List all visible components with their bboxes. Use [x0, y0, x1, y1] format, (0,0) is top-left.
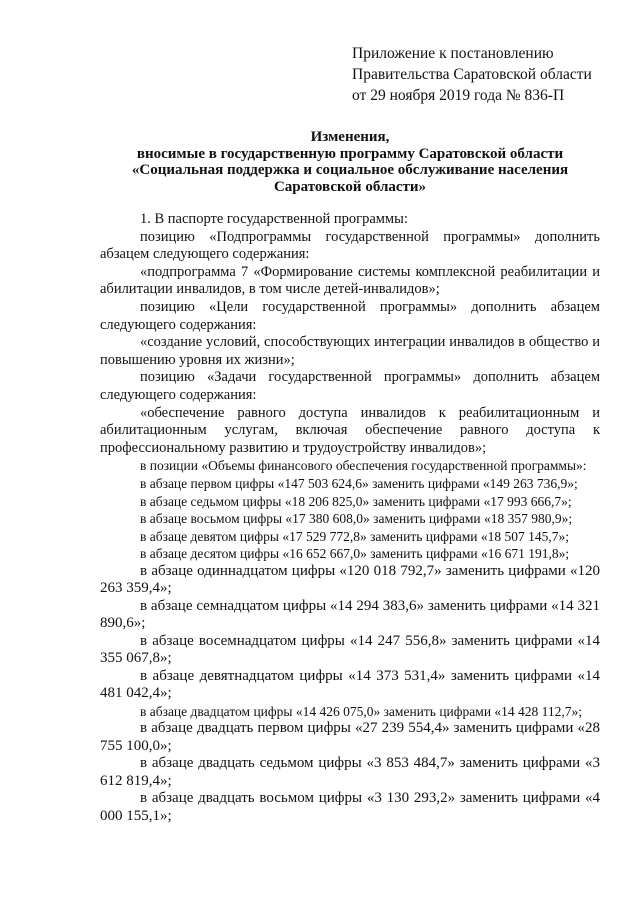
- paragraph: позицию «Подпрограммы государственной программы» дополнить абзацем следующего содержания:: [100, 228, 600, 263]
- paragraph: в абзаце седьмом цифры «18 206 825,0» заменить цифрами «17 993 666,7»;: [140, 493, 572, 509]
- paragraph: «создание условий, способствующих интеграции инвалидов в общество и повышению уровня их жизни»;: [100, 334, 600, 368]
- paragraph: в абзаце девятнадцатом цифры «14 373 531,4» заменить цифрами «14 481 042,4»;: [100, 667, 600, 702]
- paragraph: в абзаце двадцать восьмом цифры «3 130 293,2» заменить цифрами «4 000 155,1»;: [100, 790, 600, 824]
- appendix-header: [352, 43, 592, 106]
- paragraph: позицию «Задачи государственной программы» дополнить абзацем следующего содержания:: [100, 369, 600, 403]
- paragraph: в абзаце восьмом цифры «17 380 608,0» заменить цифрами «18 357 980,9»;: [140, 511, 573, 527]
- header-line-2: Правительства Саратовской области: [352, 66, 592, 83]
- paragraph: в абзаце девятом цифры «17 529 772,8» заменить цифрами «18 507 145,7»;: [140, 528, 570, 544]
- paragraph: «подпрограмма 7 «Формирование системы комплексной реабилитации и абилитации инвалидов, в том числе детей-инвалидов»;: [100, 263, 600, 298]
- title-line-2: вносимые в государственную программу Саратовской области: [136, 145, 564, 162]
- paragraph: в абзаце двадцать первом цифры «27 239 554,4» заменить цифрами «28 755 100,0»;: [100, 720, 600, 754]
- paragraph: в абзаце восемнадцатом цифры «14 247 556,8» заменить цифрами «14 355 067,8»;: [100, 632, 600, 667]
- header-line-3: от 29 ноября 2019 года № 836-П: [352, 87, 565, 104]
- paragraph: в абзаце одиннадцатом цифры «120 018 792,7» заменить цифрами «120 263 359,4»;: [100, 562, 600, 597]
- document-body: [100, 211, 600, 825]
- paragraph: «обеспечение равного доступа инвалидов к реабилитационным и абилитационным услугам, включая обеспечение равного доступа к профессиональному развитию и трудоустройству инвалидов»;: [100, 404, 600, 456]
- paragraph: в абзаце первом цифры «147 503 624,6» заменить цифрами «149 263 736,9»;: [140, 475, 578, 491]
- paragraph: в абзаце двадцать седьмом цифры «3 853 484,7» заменить цифрами «3 612 819,4»;: [100, 755, 600, 789]
- title-line-3: «Социальная поддержка и социальное обслуживание населения: [131, 162, 569, 178]
- paragraph: в абзаце десятом цифры «16 652 667,0» заменить цифрами «16 671 191,8»;: [140, 546, 570, 562]
- title-line-1: Изменения,: [310, 129, 390, 145]
- header-line-1: Приложение к постановлению: [352, 45, 554, 62]
- paragraph: 1. В паспорте государственной программы:: [140, 211, 408, 227]
- paragraph: позицию «Цели государственной программы» дополнить абзацем следующего содержания:: [100, 298, 600, 333]
- paragraph: в абзаце двадцатом цифры «14 426 075,0» заменить цифрами «14 428 112,7»;: [140, 703, 583, 719]
- title-line-4: Саратовской области»: [273, 178, 427, 195]
- document-title: [100, 129, 600, 195]
- paragraph: в позиции «Объемы финансового обеспечения государственной программы»:: [140, 458, 587, 474]
- paragraph: в абзаце семнадцатом цифры «14 294 383,6» заменить цифрами «14 321 890,6»;: [100, 597, 600, 632]
